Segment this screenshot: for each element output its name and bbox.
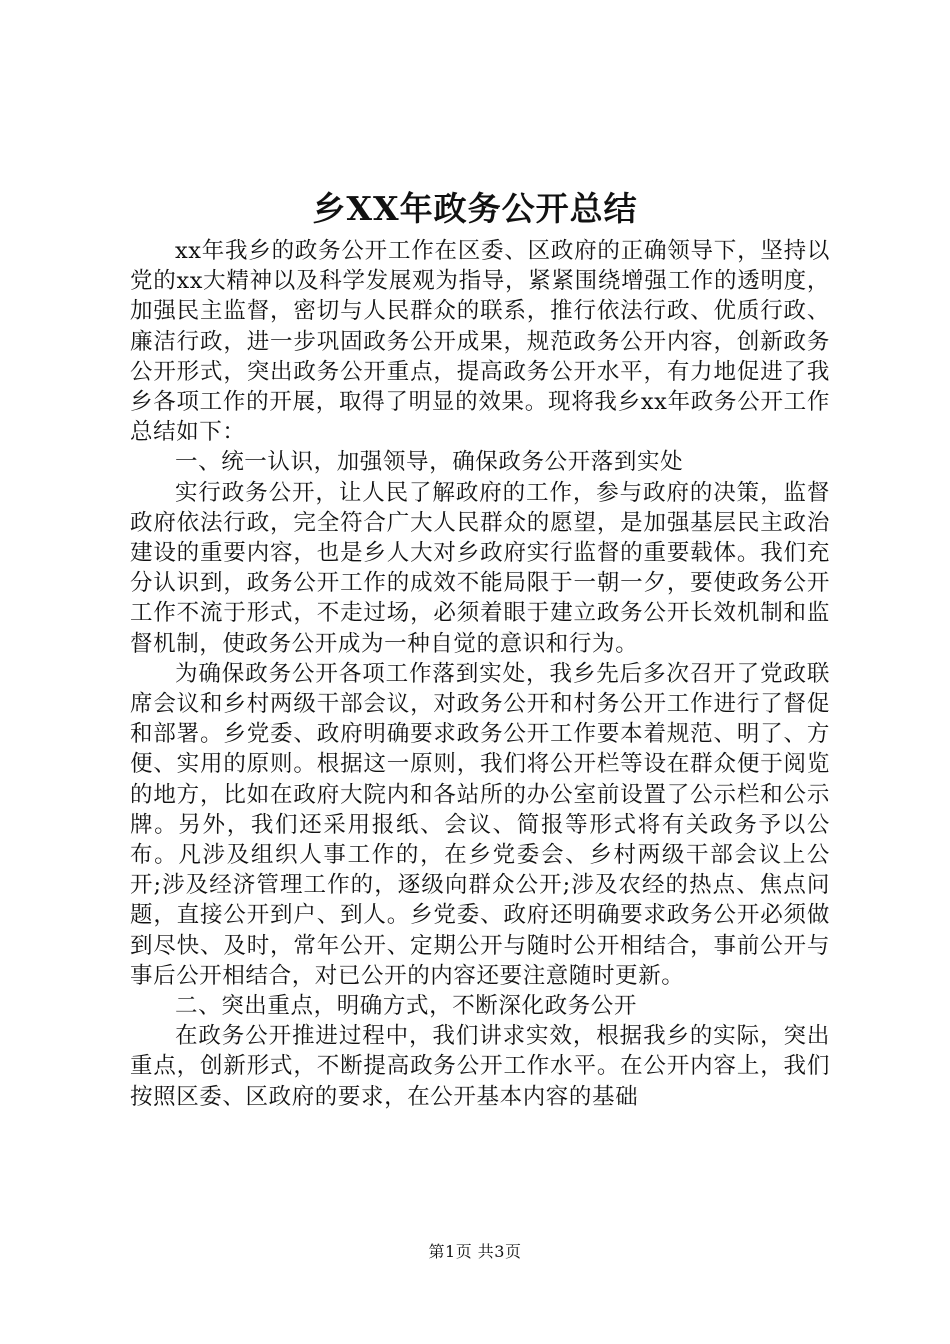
section-heading-1: 一、统一认识，加强领导，确保政务公开落到实处	[175, 449, 684, 476]
paragraph-intro: xx年我乡的政务公开工作在区委、区政府的正确领导下，坚持以党的xx大精神以及科学发展观为指导，紧紧围绕增强工作的透明度，加强民主监督，密切与人民群众的联系，推行依法行政、优质行政、廉洁行政，进一步巩固政务公开成果，规范政务公开内容，创新政务公开形式，突出政务公开重点，提高政务公开水平，有力地促进了我乡各项工作的开展，取得了明显的效果。现将我乡xx年政务公开工作总结如下：	[130, 238, 830, 446]
document-body	[130, 236, 830, 1112]
section-heading-2: 二、突出重点，明确方式，不断深化政务公开	[175, 993, 638, 1020]
paragraph-section2-a: 在政务公开推进过程中，我们讲求实效，根据我乡的实际，突出重点，创新形式，不断提高政务公开工作水平。在公开内容上，我们按照区委、区政府的要求，在公开基本内容的基础	[130, 1023, 830, 1110]
paragraph-section1-b: 为确保政务公开各项工作落到实处，我乡先后多次召开了党政联席会议和乡村两级干部会议，对政务公开和村务公开工作进行了督促和部署。乡党委、政府明确要求政务公开工作要本着规范、明了、方便、实用的原则。根据这一原则，我们将公开栏等设在群众便于阅览的地方，比如在政府大院内和各站所的办公室前设置了公示栏和公示牌。另外，我们还采用报纸、会议、简报等形式将有关政务予以公布。凡涉及组织人事工作的，在乡党委会、乡村两级干部会议上公开;涉及经济管理工作的，逐级向群众公开;涉及农经的热点、焦点问题，直接公开到户、到人。乡党委、政府还明确要求政务公开必须做到尽快、及时，常年公开、定期公开与随时公开相结合，事前公开与事后公开相结合，对已公开的内容还要注意随时更新。	[130, 660, 830, 989]
page-footer: 第1页 共3页	[428, 1242, 522, 1261]
paragraph-section1-a: 实行政务公开，让人民了解政府的工作，参与政府的决策，监督政府依法行政，完全符合广大人民群众的愿望，是加强基层民主政治建设的重要内容，也是乡人大对乡政府实行监督的重要载体。我们充分认识到，政务公开工作的成效不能局限于一朝一夕，要使政务公开工作不流于形式，不走过场，必须着眼于建立政务公开长效机制和监督机制，使政务公开成为一种自觉的意识和行为。	[130, 479, 830, 657]
document-title: 乡XX年政务公开总结	[312, 189, 638, 228]
